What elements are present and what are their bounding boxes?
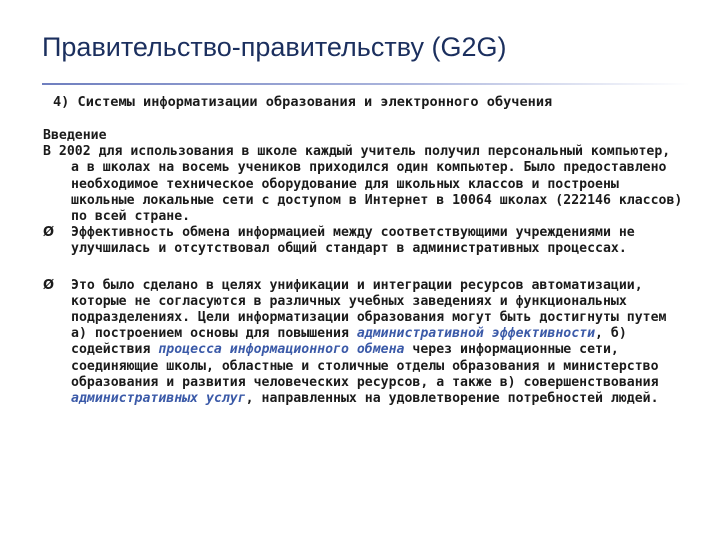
slide-body [43, 128, 683, 407]
title-divider [42, 83, 690, 85]
bullet2-text-part3: через информационные сети, соединяющие школы, областные и столичные отделы образования и министерство образования и развития человеческих ресурсов, а также в) совершенствования [71, 342, 659, 390]
intro-heading: Введение [43, 128, 107, 143]
emphasis-info-exchange: процесса информационного обмена [158, 342, 405, 358]
emphasis-admin-services: административных услуг [71, 391, 246, 407]
section-subtitle: 4) Системы информатизации образования и электронного обучения [53, 94, 553, 110]
bullet2-text-part2: , б) содействия [71, 326, 627, 358]
emphasis-admin-efficiency: административной эффективности [356, 326, 596, 342]
arrow-bullet-icon: Ø [43, 225, 55, 241]
slide-title: Правительство-правительству (G2G) [42, 32, 507, 62]
bullet-text-2 [71, 278, 683, 408]
bullet2-text-part4: , направленных на удовлетворение потребностей людей. [245, 391, 659, 407]
bullet2-text-part1: Это было сделано в целях унификации и интеграции ресурсов автоматизации, которые не согласуются в различных учебных заведениях и функциональных подразделениях. Цели информатизации образования могут быть достигнуты путем а) построением основы для повышения [71, 277, 667, 342]
bullet-text-1: Эффективность обмена информацией между соответствующими учреждениями не улучшилась и отсутствовал общий стандарт в административных процессах. [71, 225, 635, 257]
bullet-item-1 [43, 225, 683, 257]
bullet-item-2 [43, 278, 683, 408]
intro-paragraph: В 2002 для использования в школе каждый учитель получил персональный компьютер, а в школах на восемь учеников приходился один компьютер. Было предоставлено необходимое техническое оборудование для школьных классов и построены школьные локальные сети с доступом в Интернет в 10064 школах (222146 классов) по всей стране. [43, 144, 683, 225]
arrow-bullet-icon: Ø [43, 277, 55, 293]
